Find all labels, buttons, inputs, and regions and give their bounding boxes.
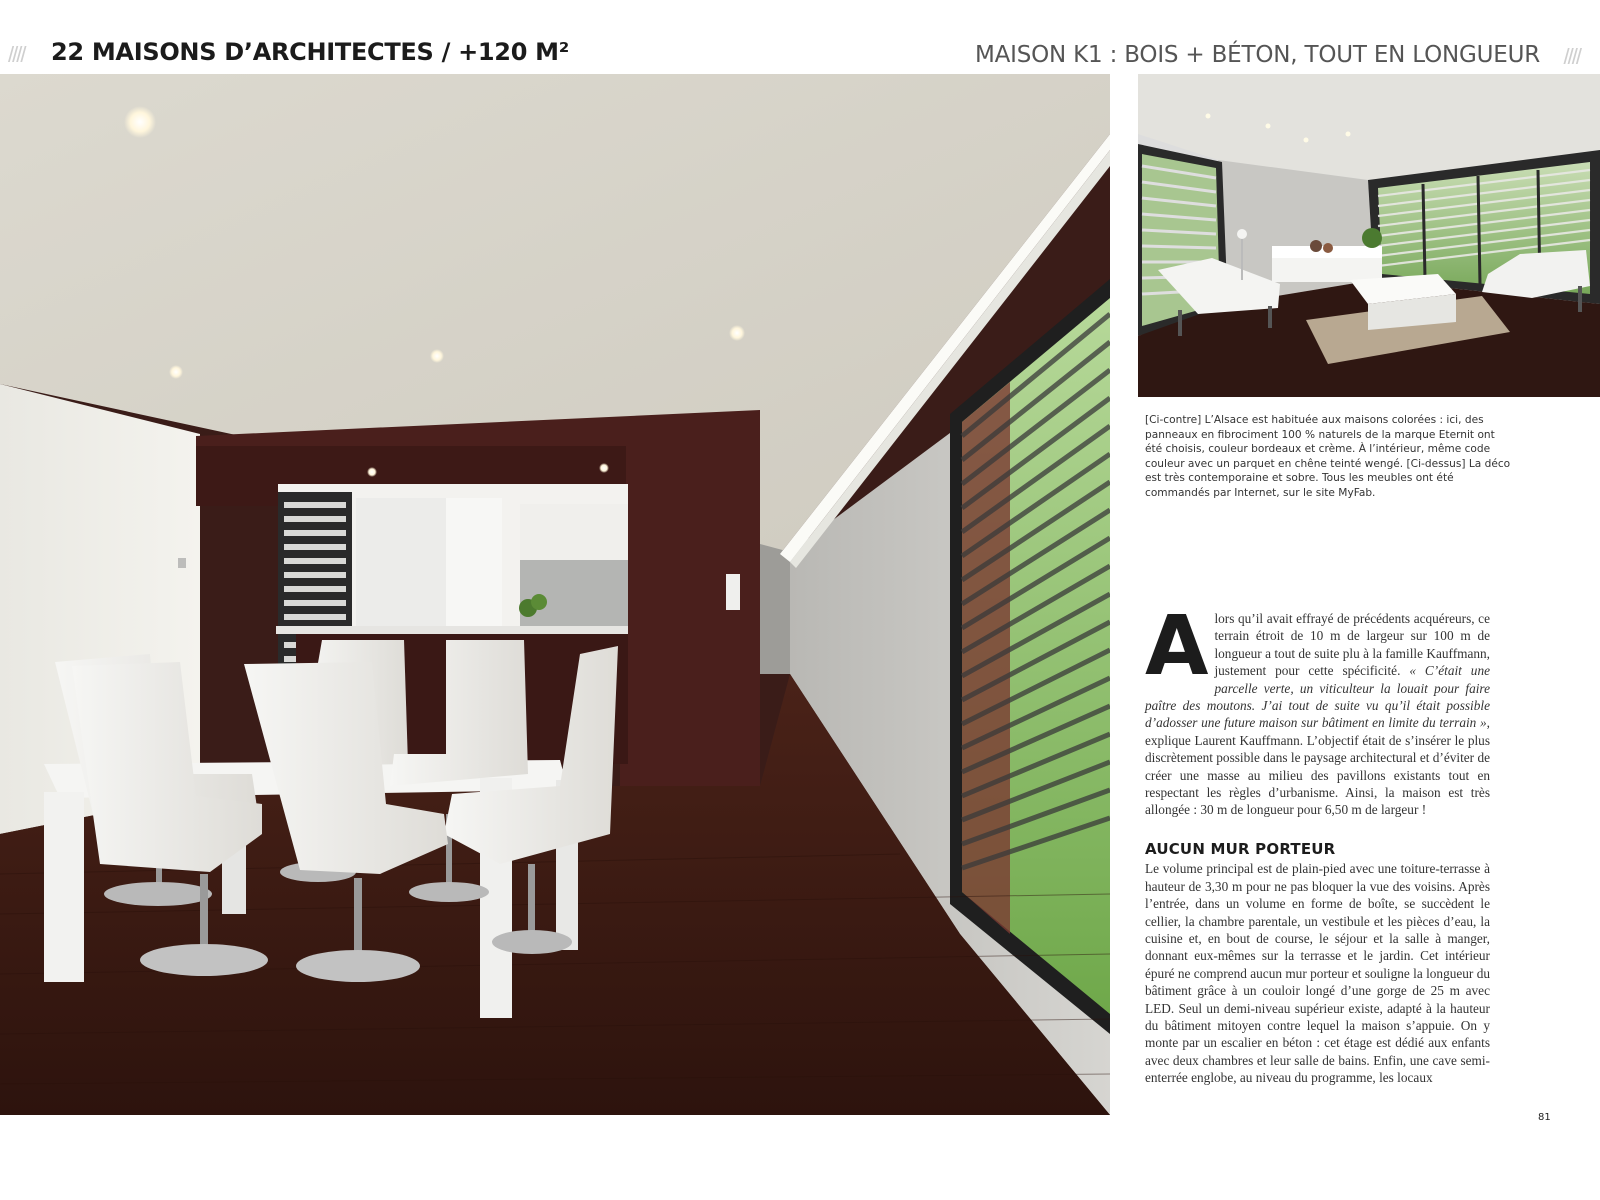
header-slashes-right: //// xyxy=(1563,44,1580,69)
main-photo-dining-room xyxy=(0,74,1110,1115)
drop-cap: A xyxy=(1145,599,1209,694)
intro-text-before: lors qu’il avait effrayé de précédents acquéreurs, ce terrain étroit de 10 m de largeur sur 100 m de longueur a tout de suite plu à la famille Kauffmann, justement pour cette spécificité. xyxy=(1214,611,1490,679)
section-title: 22 MAISONS D’ARCHITECTES / +120 M² xyxy=(51,38,569,66)
article-title: MAISON K1 : BOIS + BÉTON, TOUT EN LONGUEUR xyxy=(974,42,1540,68)
header-slashes-left: //// xyxy=(8,42,25,67)
page-number: 81 xyxy=(1538,1112,1551,1123)
subheading: AUCUN MUR PORTEUR xyxy=(1145,839,1336,858)
intro-text-after: , explique Laurent Kauffmann. L’objectif était de s’insérer le plus discrètement possible dans le paysage architectural et d’éviter de créer une masse au milieu des pavillons existants tout en respectant les règles d’urbanisme. Ainsi, la maison est très allongée : 30 m de longueur pour 6,50 m de largeur ! xyxy=(1145,715,1490,818)
small-photo-living-room xyxy=(1138,74,1600,397)
intro-quote: « C’était une parcelle verte, un viticulteur la louait pour faire paître des moutons. J’ai tout de suite vu qu’il était possible d’adosser une future maison sur bâtiment en limite du terrain » xyxy=(1145,663,1490,731)
photo-caption: [Ci-contre] L’Alsace est habituée aux maisons colorées : ici, des panneaux en fibrociment 100 % naturels de la marque Eternit ont été choisis, couleur bordeaux et crème. À l’intérieur, même code couleur avec un parquet en chêne teinté wengé. [Ci-dessus] La déco est très contemporaine et sobre. Tous les meubles ont été commandés par Internet, sur le site MyFab. xyxy=(1145,414,1511,499)
article-body xyxy=(1145,599,1490,1087)
body-paragraph: Le volume principal est de plain-pied avec une toiture-terrasse à hauteur de 3,30 m pour ne pas bloquer la vue des voisins. Après l’entrée, dans un volume en forme de boîte, se succèdent le cellier, la chambre parentale, un vestibule et les pièces d’eau, la cuisine et, en bout de course, le séjour et la salle à manger, donnant eux-mêmes sur la terrasse et le jardin. Cet intérieur épuré ne comprend aucun mur porteur et souligne la longueur du bâtiment grâce à un couloir longé d’une gorge de 25 m avec LED. Seul un demi-niveau supérieur existe, adapté à la hauteur du bâtiment mitoyen contre lequel la maison s’appuie. On y monte par un escalier en béton : cet étage est dédié aux enfants avec deux chambres et leur salle de bains. Enfin, une cave semi-enterrée englobe, au niveau du programme, les locaux xyxy=(1145,861,1490,1086)
